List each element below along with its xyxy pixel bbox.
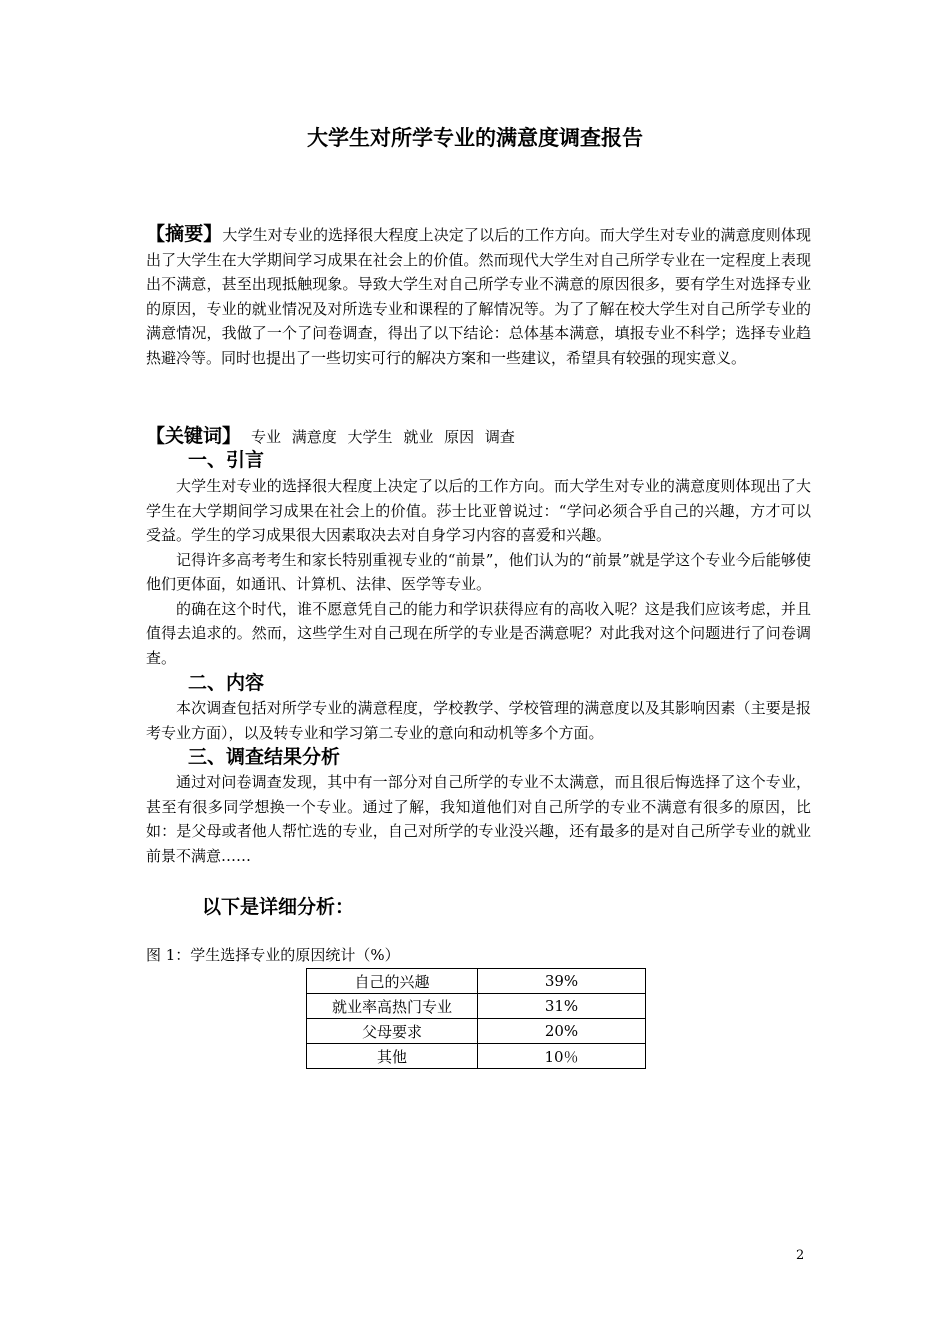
paragraph: 记得许多高考考生和家长特别重视专业的“前景”，他们认为的“前景”就是学这个专业今后能够使他们更体面，如通讯、计算机、法律、医学等专业。 — [146, 550, 811, 593]
table-cell-reason: 父母要求 — [307, 1019, 478, 1044]
table-row — [307, 994, 646, 1019]
abstract — [146, 222, 811, 370]
table-cell-reason: 就业率高热门专业 — [307, 994, 478, 1019]
table-cell-percent: 10％ — [478, 1044, 646, 1069]
keywords-tag: 【关键词】 — [146, 425, 242, 447]
section-heading-analysis: 三、调查结果分析 — [188, 746, 341, 768]
keywords-items: 专业 满意度 大学生 就业 原因 调查 — [251, 428, 515, 446]
table-row — [307, 1044, 646, 1069]
abstract-tag: 【摘要】 — [146, 223, 223, 245]
page-number: 2 — [796, 1248, 805, 1263]
table-cell-reason: 自己的兴趣 — [307, 969, 478, 994]
paragraph: 本次调查包括对所学专业的满意程度，学校教学、学校管理的满意度以及其影响因素（主要是报考专业方面），以及转专业和学习第二专业的意向和动机等多个方面。 — [146, 699, 811, 742]
table-cell-reason: 其他 — [307, 1044, 478, 1069]
reason-table — [306, 968, 646, 1069]
keywords — [146, 424, 811, 450]
table-cell-percent: 31% — [478, 994, 646, 1019]
section-intro-body — [146, 474, 811, 670]
report-title: 大学生对所学专业的满意度调查报告 — [307, 126, 643, 150]
table-cell-percent: 20% — [478, 1019, 646, 1044]
table-row — [307, 1019, 646, 1044]
table-row — [307, 969, 646, 994]
paragraph: 的确在这个时代，谁不愿意凭自己的能力和学识获得应有的高收入呢？这是我们应该考虑，并且值得去追求的。然而，这些学生对自己现在所学的专业是否满意呢？对此我对这个问题进行了问卷调查。 — [146, 599, 811, 667]
paragraph: 通过对问卷调查发现，其中有一部分对自己所学的专业不太满意，而且很后悔选择了这个专业，甚至有很多同学想换一个专业。通过了解，我知道他们对自己所学的专业不满意有很多的原因，比如：是父母或者他人帮忙选的专业，自己对所学的专业没兴趣，还有最多的是对自己所学专业的就业前景不满意…… — [146, 773, 811, 865]
abstract-text: 大学生对专业的选择很大程度上决定了以后的工作方向。而大学生对专业的满意度则体现出了大学生在大学期间学习成果在社会上的价值。然而现代大学生对自己所学专业在一定程度上表现出不满意，甚至出现抵触现象。导致大学生对自己所学专业不满意的原因很多，要有学生对选择专业的原因，专业的就业情况及对所选专业和课程的了解情况等。为了了解在校大学生对自己所学专业的满意情况，我做了一个了问卷调查，得出了以下结论：总体基本满意，填报专业不科学；选择专业趋热避冷等。同时也提出了一些切实可行的解决方案和一些建议，希望具有较强的现实意义。 — [146, 226, 811, 367]
section-heading-content: 二、内容 — [188, 672, 265, 694]
figure-caption: 图 1：学生选择专业的原因统计（%） — [146, 946, 400, 964]
paragraph: 大学生对专业的选择很大程度上决定了以后的工作方向。而大学生对专业的满意度则体现出了大学生在大学期间学习成果在社会上的价值。莎士比亚曾说过：“学问必须合乎自己的兴趣，方才可以受益。学生的学习成果很大因素取决去对自身学习内容的喜爱和兴趣。 — [146, 477, 811, 544]
section-analysis-body — [146, 770, 811, 868]
detail-heading: 以下是详细分析： — [202, 896, 355, 918]
section-content-body — [146, 696, 811, 745]
table-cell-percent: 39% — [478, 969, 646, 994]
section-heading-intro: 一、引言 — [188, 449, 265, 471]
